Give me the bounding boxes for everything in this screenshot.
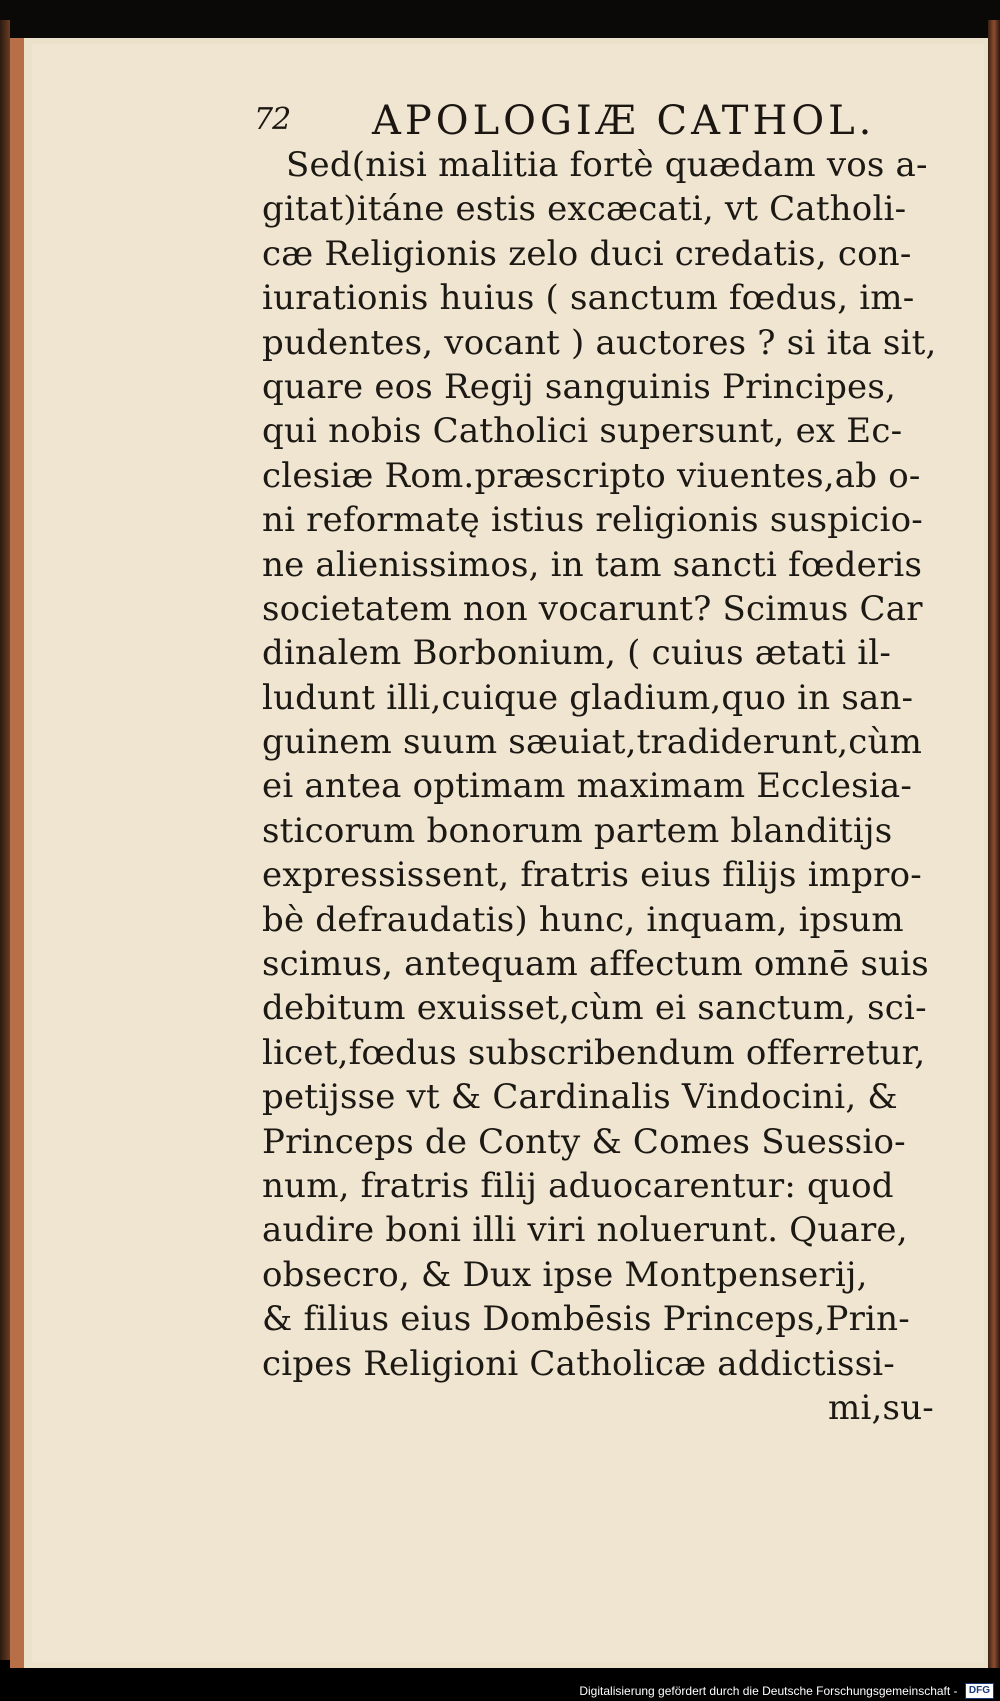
text-line: gitat)itáne estis excæcati, vt Catholi- bbox=[262, 189, 907, 230]
page-number: 72 bbox=[254, 102, 291, 137]
text-line: cipes Religioni Catholicæ addictissi- bbox=[262, 1343, 895, 1384]
text-line: obsecro, & Dux ipse Montpenserij, bbox=[262, 1254, 868, 1295]
text-line: num, fratris filij aduocarentur: quod bbox=[262, 1165, 894, 1206]
text-line: sticorum bonorum partem blanditijs bbox=[262, 810, 893, 851]
text-line: & filius eius Dombēsis Princeps,Prin- bbox=[262, 1299, 910, 1340]
binding-edge bbox=[0, 20, 10, 1660]
text-line: cæ Religionis zelo duci credatis, con- bbox=[262, 233, 912, 274]
book-fore-edge bbox=[988, 20, 1000, 1670]
body-text bbox=[262, 143, 937, 1430]
text-line: Princeps de Conty & Comes Suessio- bbox=[262, 1121, 906, 1162]
text-line: clesiæ Rom.præscripto viuentes,ab o- bbox=[262, 455, 921, 496]
text-line: pudentes, vocant ) auctores ? si ita sit, bbox=[262, 322, 937, 363]
text-line: dinalem Borbonium, ( cuius ætati il- bbox=[262, 633, 892, 674]
text-line: quare eos Regij sanguinis Principes, bbox=[262, 366, 897, 407]
text-line: guinem suum sæuiat,tradiderunt,cùm bbox=[262, 722, 923, 763]
text-line: bè defraudatis) hunc, inquam, ipsum bbox=[262, 899, 904, 940]
text-line: audire boni illi viri noluerunt. Quare, bbox=[262, 1210, 908, 1251]
dfg-logo-icon: DFG bbox=[965, 1683, 994, 1699]
text-line: societatem non vocarunt? Scimus Car bbox=[262, 588, 923, 629]
catchword: mi,su- bbox=[828, 1387, 934, 1428]
text-line: debitum exuisset,cùm ei sanctum, sci- bbox=[262, 988, 927, 1029]
text-line: ne alienissimos, in tam sancti fœderis bbox=[262, 544, 923, 585]
text-line: Sed(nisi malitia fortè quædam vos a- bbox=[286, 145, 928, 185]
credit-text: Digitalisierung gefördert durch die Deutsche Forschungsgemeinschaft - bbox=[579, 1683, 958, 1698]
text-line: qui nobis Catholici supersunt, ex Ec- bbox=[262, 411, 903, 452]
text-line: ni reformatę istius religionis suspicio- bbox=[262, 500, 923, 541]
running-title: APOLOGIÆ CATHOL. bbox=[372, 98, 876, 144]
scan-top-border bbox=[0, 0, 1000, 38]
running-head bbox=[254, 98, 954, 146]
text-line: ludunt illi,cuique gladium,quo in san- bbox=[262, 677, 914, 718]
text-line: iurationis huius ( sanctum fœdus, im- bbox=[262, 278, 915, 319]
digitization-credit bbox=[0, 1680, 1000, 1700]
text-line: petijsse vt & Cardinalis Vindocini, & bbox=[262, 1077, 898, 1118]
text-line: expressissent, fratris eius filijs impro- bbox=[262, 855, 922, 896]
text-line: scimus, antequam affectum omnē suis bbox=[262, 944, 929, 985]
text-line: ei antea optimam maximam Ecclesia- bbox=[262, 766, 913, 807]
text-line: licet,fœdus subscribendum offerretur, bbox=[262, 1032, 926, 1073]
